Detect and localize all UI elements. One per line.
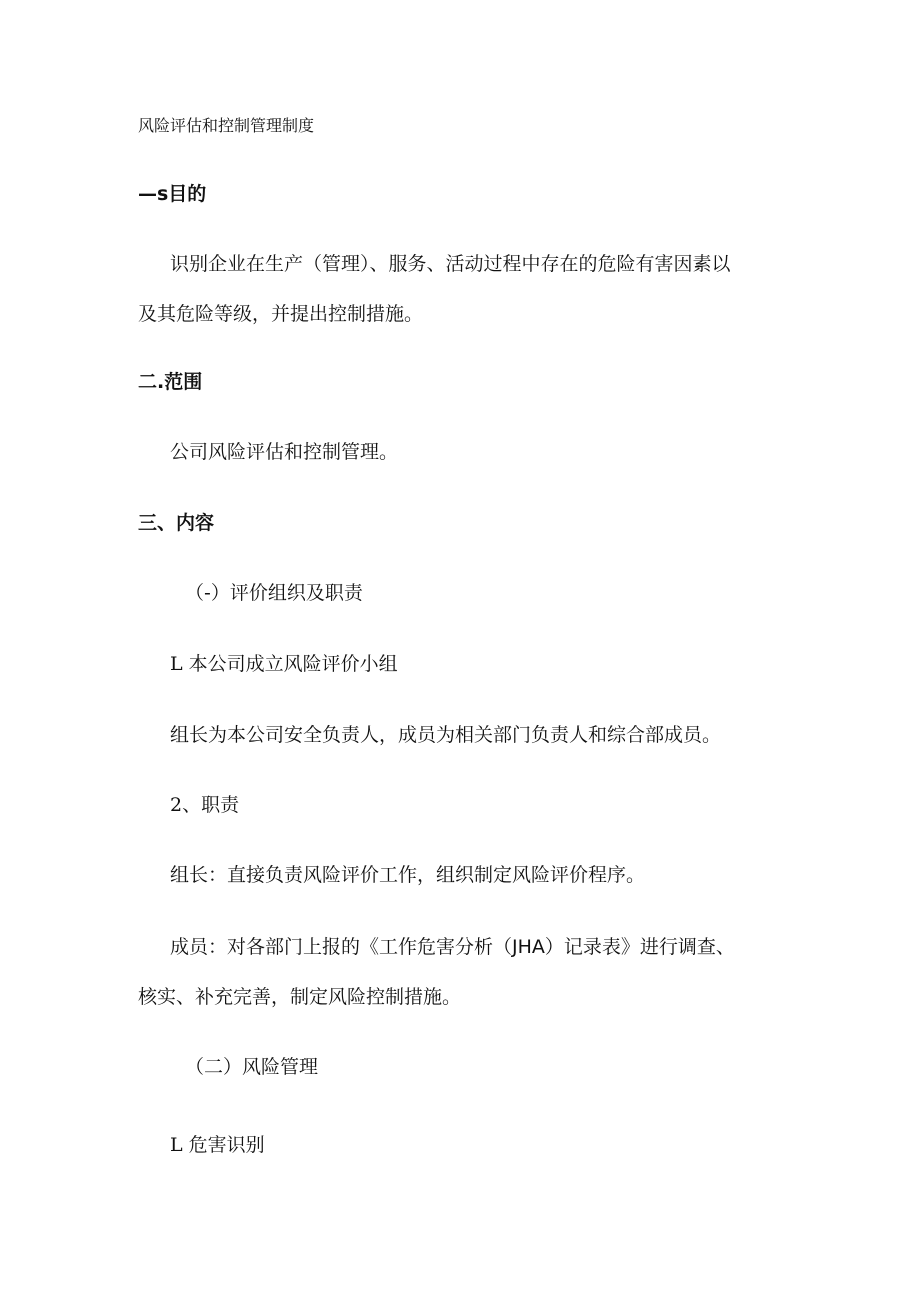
section-heading-purpose: —s目的 [138, 183, 207, 205]
list-item-text: 本公司成立风险评价小组 [188, 653, 398, 675]
subsection-title-organization: （-）评价组织及职责 [185, 582, 363, 604]
purpose-paragraph-line-2: 及其危险等级，并提出控制措施。 [138, 303, 424, 325]
member-duty-paragraph-line-2: 核实、补充完善，制定风险控制措施。 [138, 986, 462, 1008]
list-item-hazard-identification [170, 1133, 265, 1157]
group-members-paragraph: 组长为本公司安全负责人，成员为相关部门负责人和综合部成员。 [170, 724, 722, 746]
list-item-duties [170, 793, 239, 817]
leader-duty-paragraph: 组长：直接负责风险评价工作，组织制定风险评价程序。 [170, 864, 646, 886]
list-item-text: 、职责 [182, 794, 240, 816]
list-item-text: 危害识别 [188, 1134, 265, 1156]
member-duty-paragraph-line-1: 成员：对各部门上报的《工作危害分析（JHA）记录表》进行调查、 [170, 936, 735, 958]
list-item-marker: L [170, 653, 183, 675]
list-item-marker: 2 [170, 794, 183, 816]
document-title: 风险评估和控制管理制度 [138, 116, 315, 135]
scope-paragraph: 公司风险评估和控制管理。 [170, 441, 399, 463]
subsection-title-risk-management: （二）风险管理 [185, 1056, 319, 1078]
purpose-paragraph-line-1: 识别企业在生产（管理）、服务、活动过程中存在的危险有害因素以 [170, 253, 731, 275]
list-item-establish-group [170, 652, 398, 676]
section-heading-scope: 二.范围 [138, 371, 203, 393]
list-item-marker: L [170, 1134, 183, 1156]
section-heading-content: 三、内容 [138, 512, 215, 534]
